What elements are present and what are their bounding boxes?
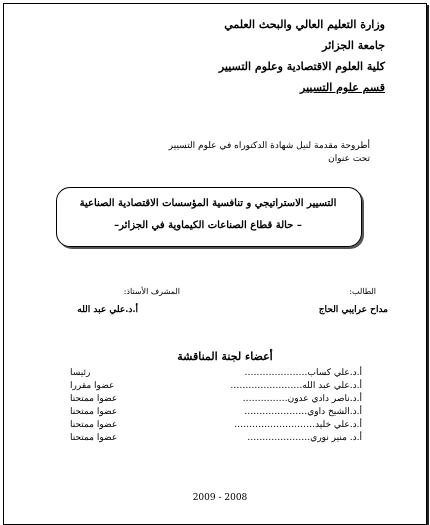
member-name: أ.د.الشيخ داوي………………… [244, 407, 362, 417]
academic-year: 2009 - 2008 [192, 493, 248, 503]
institution-header [125, 14, 385, 98]
member-role: عضوا ممتحنا [70, 394, 118, 404]
thesis-title-line-2: – حالة قطاع الصناعات الكيماوية في الجزائر– [114, 220, 302, 231]
thesis-title-line-1: التسيير الاستراتيجي و تنافسية المؤسسات الاقتصادية الصناعية [79, 198, 337, 209]
thesis-intro [70, 140, 370, 166]
student-name: مداح عرايبي الحاج [318, 305, 388, 315]
university-name: جامعة الجزائر [322, 39, 385, 52]
supervisor-label: المشرف الأستاذ: [123, 287, 180, 296]
department-name: قسم علوم التسيير [300, 81, 385, 94]
member-role: عضوا ممتحنا [70, 407, 118, 417]
committee-member [70, 393, 362, 406]
member-role: رئيسا [70, 368, 91, 378]
member-name: أ.د. منير نوري………………… [247, 433, 362, 443]
student-label: الطالب: [349, 287, 376, 296]
member-role: عضوا ممتحنا [70, 420, 118, 430]
thesis-title-box [56, 187, 362, 247]
member-name: أ.د.علي عبد الله…………………… [230, 381, 362, 391]
supervisor-name: أ.د.علي عبد الله [77, 305, 138, 315]
committee-title: أعضاء لجنة المناقشة [177, 350, 273, 363]
ministry-name: وزارة التعليم العالي والبحث العلمي [224, 18, 385, 31]
committee-member [70, 419, 362, 432]
committee-list [70, 367, 362, 445]
member-name: أ.د.علي خليد……………………… [234, 420, 362, 430]
committee-member [70, 432, 362, 445]
intro-line-1: أطروحة مقدمة لنيل شهادة الدكتوراه في علوم التسيير [168, 141, 370, 151]
member-role: عضوا مقررا [70, 381, 115, 391]
committee-member [70, 406, 362, 419]
faculty-name: كلية العلوم الاقتصادية وعلوم التسيير [218, 60, 385, 73]
intro-line-2: تحت عنوان [328, 154, 370, 164]
member-role: عضوا ممتحنا [70, 433, 118, 443]
committee-member [70, 380, 362, 393]
member-name: أ.د.ناصر دادي عدون…………… [242, 394, 362, 404]
committee-member [70, 367, 362, 380]
member-name: أ.د.علي كساب………………… [244, 368, 362, 378]
